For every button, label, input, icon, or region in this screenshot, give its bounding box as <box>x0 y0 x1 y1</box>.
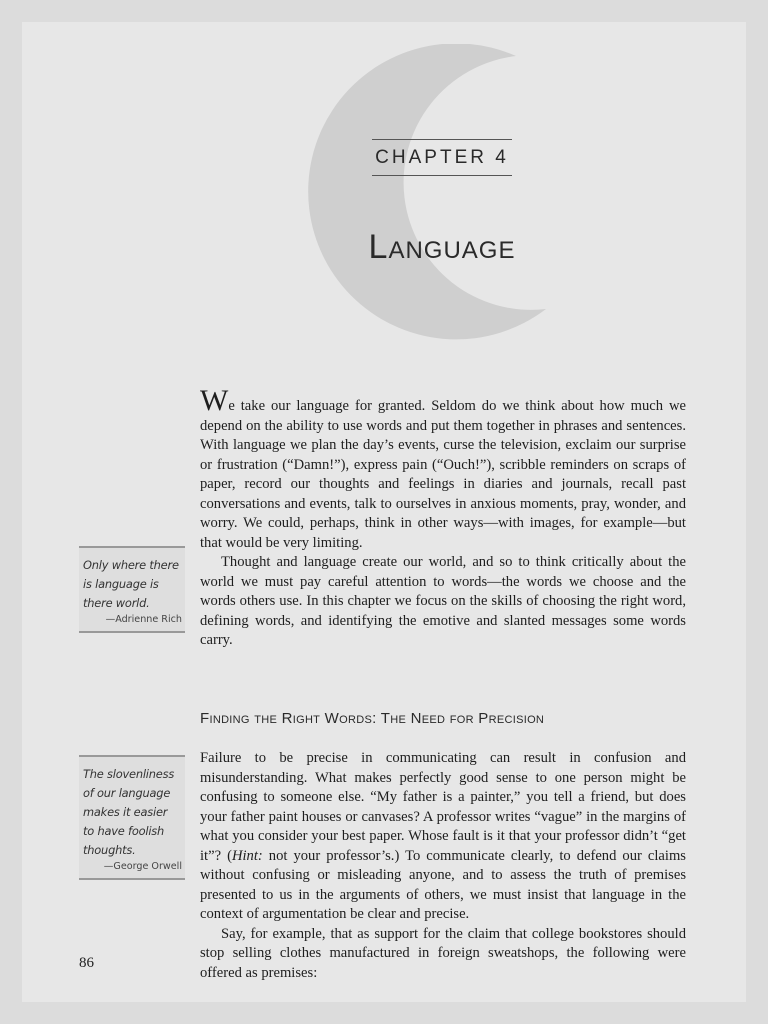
intro-paragraph-1 <box>200 384 686 553</box>
section-paragraph-1-text-a: Failure to be precise in communicating can result in confusion and misunderstanding. What makes perfectly good sense to one person might be confusing to someone else. “My father is a painter,” you tell a friend, but does your father paint houses or canvases? A professor writes “vague” in the margins of what you consider your best paper. Whose fault is it that your professor didn’t “get it”? ( <box>200 750 686 864</box>
section-text <box>200 749 686 983</box>
section-paragraph-2: Say, for example, that as support for the claim that college bookstores should stop selling clothes manufactured in foreign sweatshops, the following were offered as premises: <box>200 925 686 981</box>
intro-paragraph-2: Thought and language create our world, and so to think critically about the world we must pay careful attention to words—the words we choose and the words others use. In this chapter we focus on the skills of choosing the right word, defining words, and identifying the emotive and slanted messages some words carry. <box>200 554 686 648</box>
sidebar-quote-attribution: —Adrienne Rich <box>105 614 182 625</box>
drop-cap: W <box>200 384 229 417</box>
intro-paragraph-1-text: e take our language for granted. Seldom do we think about how much we depend on the ability to use words and put them together in phrases and sentences. With language we plan the day’s events, curse the television, exclaim our surprise or frustration (“Damn!”), express pain (“Ouch!”), scribble reminders on scraps of paper, record our thoughts and feelings in diaries and journals, recall past conversations and events, talk to ourselves in anxious moments, pray, wonder, and worry. We could, perhaps, think in other ways—with images, for example—but that would be very limiting. <box>200 398 686 551</box>
sidebar-quote-text: The slovenliness of our language makes it easier to have foolish thoughts. <box>83 767 175 857</box>
chapter-title: Language <box>368 228 516 266</box>
sidebar-quote-attribution: —George Orwell <box>103 861 182 872</box>
sidebar-quote-orwell <box>79 755 185 880</box>
sidebar-quote-text: Only where there is language is there world. <box>83 558 179 610</box>
hint-italic: Hint: <box>231 847 263 864</box>
chapter-swirl-graphic <box>284 44 574 344</box>
book-page <box>22 22 746 1002</box>
sidebar-quote-rich <box>79 546 185 633</box>
section-paragraph-1 <box>200 749 686 925</box>
page-number: 86 <box>79 955 94 971</box>
intro-text <box>200 384 686 651</box>
section-paragraph-1-text-b: not your professor’s.) To communicate clearly, to defend our claims without confusing or misleading anyone, and to assess the truth of premises presented to us in the arguments of others, we must insist that language in the context of argumentation be clear and precise. <box>200 847 686 922</box>
section-heading: Finding the Right Words: The Need for Precision <box>200 710 545 727</box>
chapter-label: CHAPTER 4 <box>372 139 512 176</box>
